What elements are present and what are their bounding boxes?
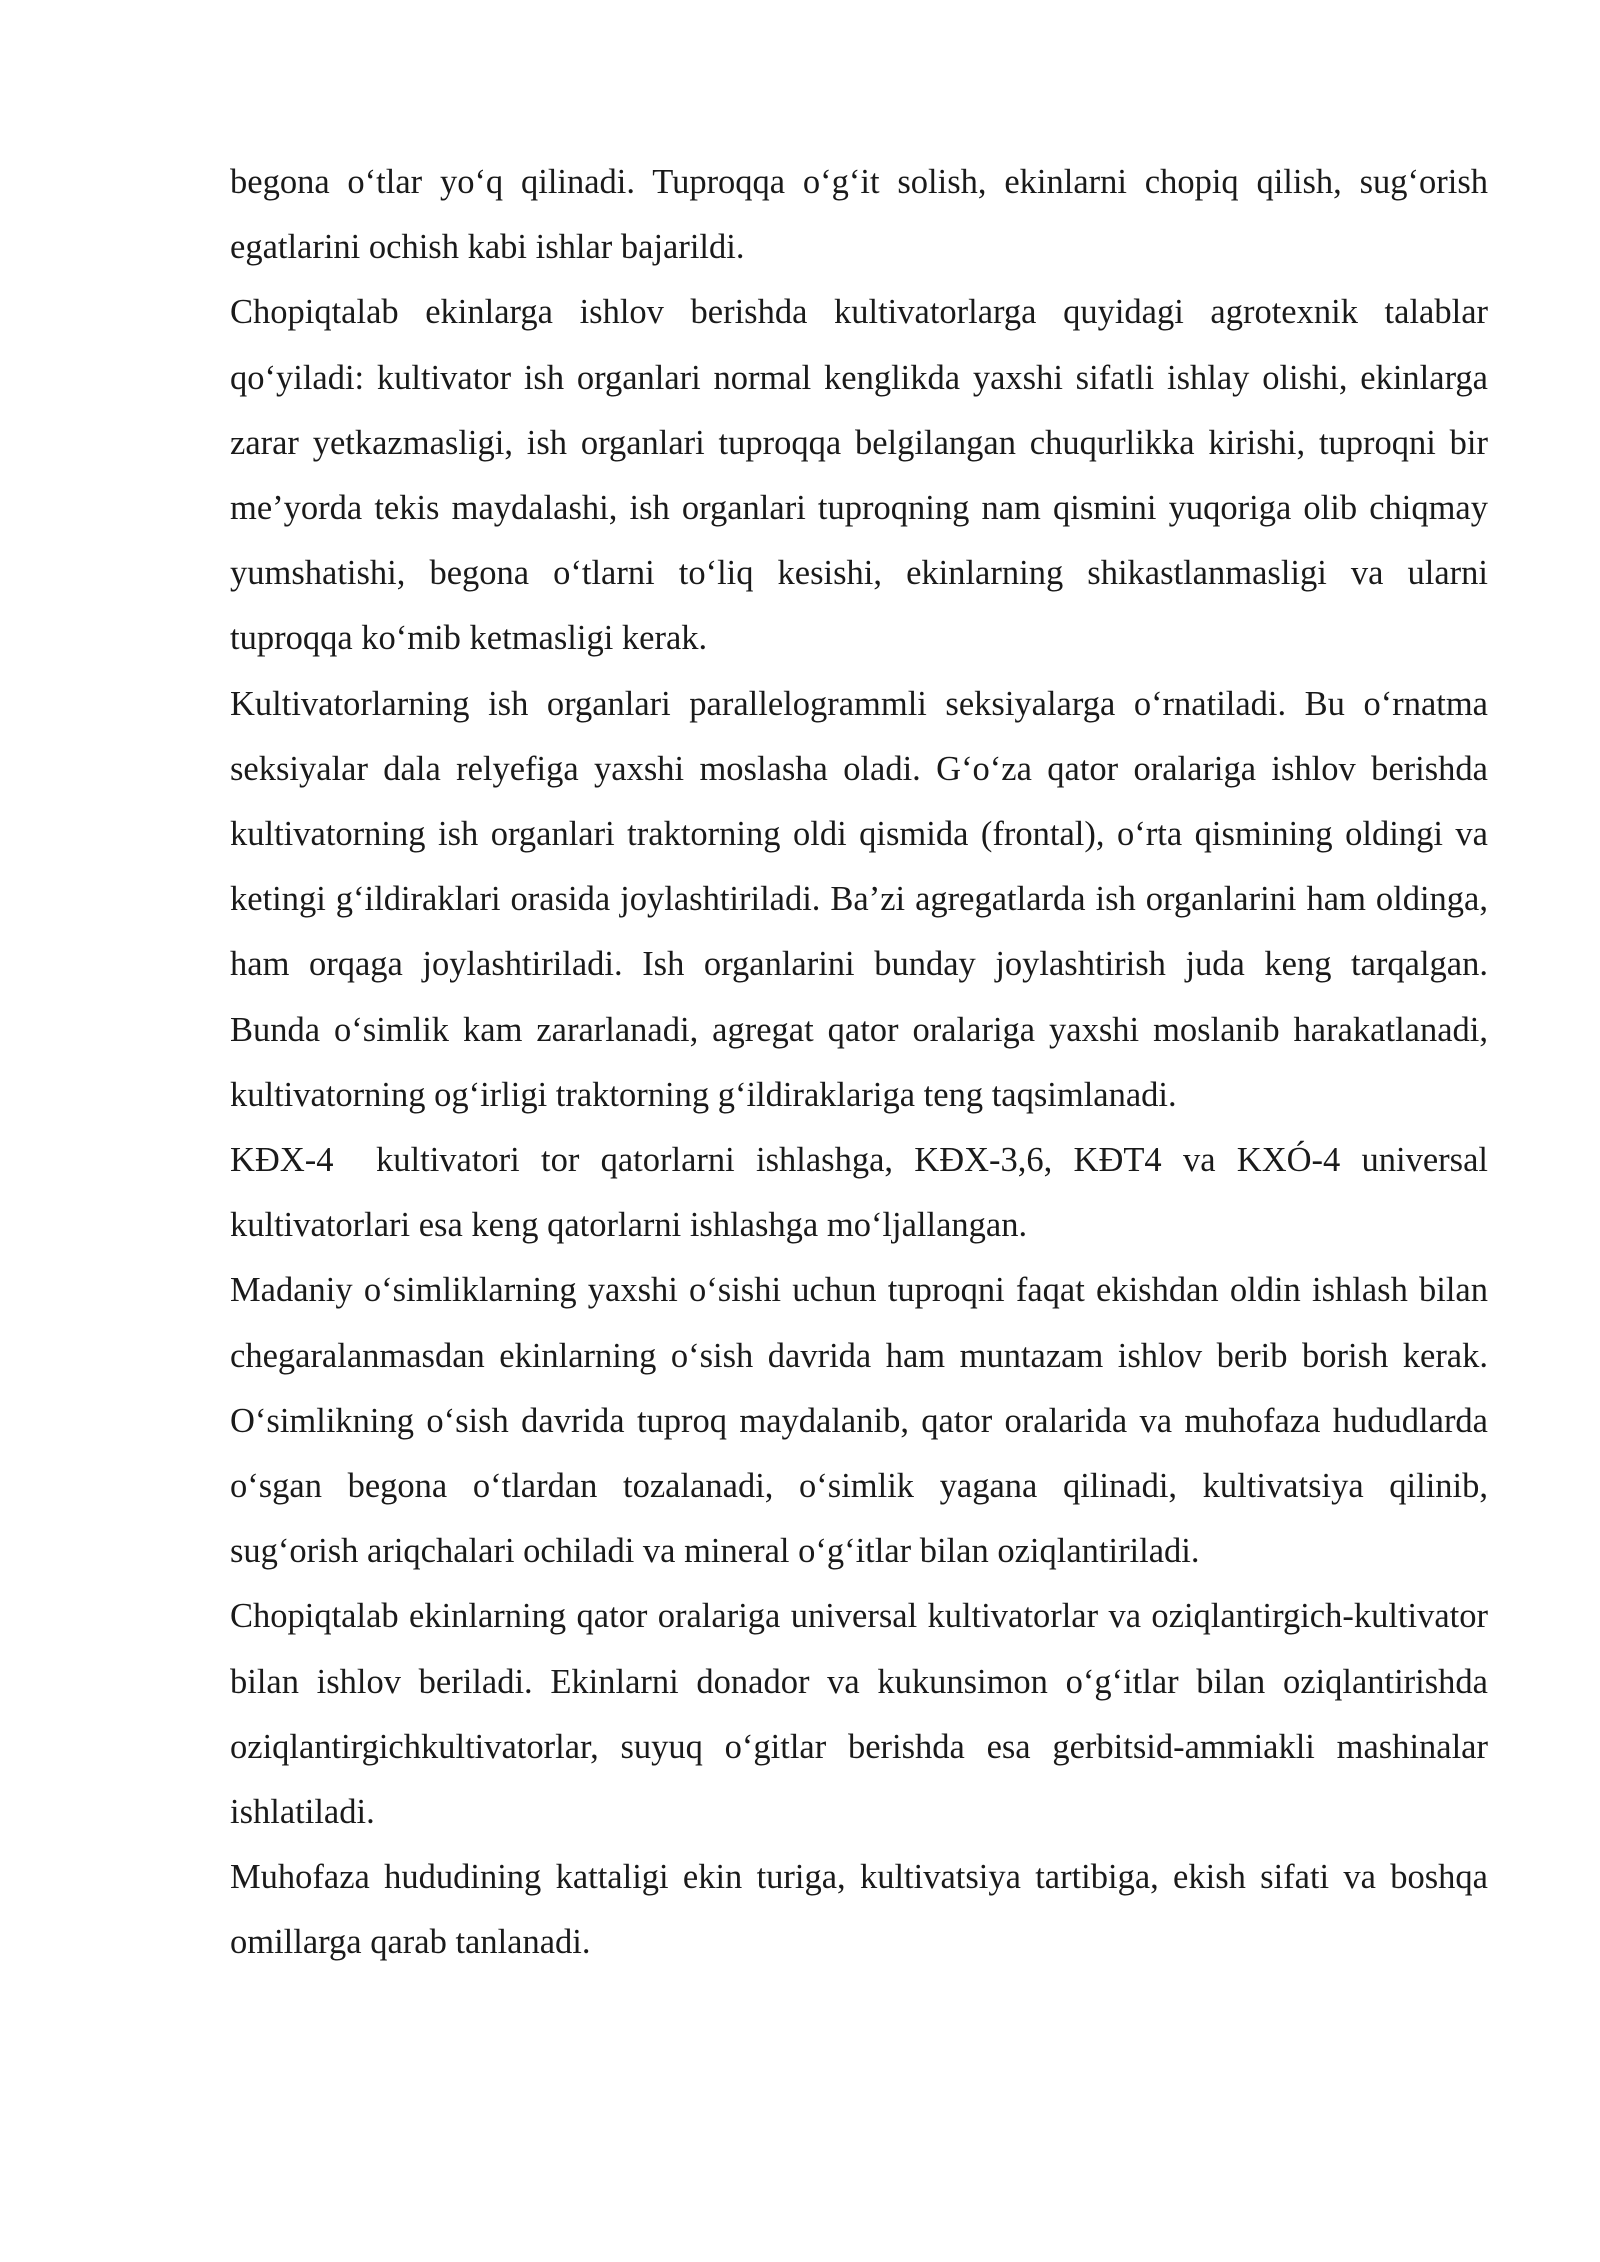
paragraph-1: begona o‘tlar yo‘q qilinadi. Tuproqqa o‘g‘it solish, ekinlarni chopiq qilish, sug‘orish egatlarini ochish kabi ishlar bajarildi. [230,163,1488,267]
paragraph-7: Muhofaza hududining kattaligi ekin turiga, kultivatsiya tartibiga, ekish sifati va boshqa omillarga qarab tanlanadi. [230,1858,1488,1962]
paragraph-3: Kultivatorlarning ish organlari parallelogrammli seksiyalarga o‘rnatiladi. Bu o‘rnatma seksiyalar dala relyefiga yaxshi moslasha oladi. G‘o‘za qator oralariga ishlov berishda kultivatorning ish organlari traktorning oldi qismida (frontal), o‘rta qismining oldingi va ketingi g‘ildiraklari orasida joylashtiriladi. Ba’zi agregatlarda ish organlarini ham oldinga, ham orqaga joylashtiriladi. Ish organlarini bunday joylashtirish juda keng tarqalgan. Bunda o‘simlik kam zararlanadi, agregat qator oralariga yaxshi moslanib harakatlanadi, kultivatorning og‘irligi traktorning g‘ildiraklariga teng taqsimlanadi. [230,684,1488,1114]
paragraph-6: Chopiqtalab ekinlarning qator oralariga universal kultivatorlar va oziqlantirgich-kultivator bilan ishlov beriladi. Ekinlarni donador va kukunsimon o‘g‘itlar bilan oziqlantirishda oziqlantirgichkultivatorlar, suyuq o‘gitlar berishda esa gerbitsid-ammiakli mashinalar ishlatiladi. [230,1597,1506,1832]
body-text [230,150,1506,1976]
paragraph-5: Madaniy o‘simliklarning yaxshi o‘sishi uchun tuproqni faqat ekishdan oldin ishlash bilan chegaralanmasdan ekinlarning o‘sish davrida ham muntazam ishlov berib borish kerak. O‘simlikning o‘sish davrida tuproq maydalanib, qator oralarida va muhofaza hududlarda o‘sgan begona o‘tlardan tozalanadi, o‘simlik yagana qilinadi, kultivatsiya qilinib, sug‘orish ariqchalari ochiladi va mineral o‘g‘itlar bilan oziqlantiriladi. [230,1271,1488,1571]
paragraph-4: KĐX-4 kultivatori tor qatorlarni ishlashga, KĐX-3,6, KĐT4 va KXÓ-4 universal kultivatorlari esa keng qatorlarni ishlashga mo‘ljallangan. [230,1141,1497,1245]
paragraph-2: Chopiqtalab ekinlarga ishlov berishda kultivatorlarga quyidagi agrotexnik talablar qo‘yiladi: kultivator ish organlari normal kenglikda yaxshi sifatli ishlay olishi, ekinlarga zarar yetkazmasligi, ish organlari tuproqqa belgilangan chuqurlikka kirishi, tuproqni bir me’yorda tekis maydalashi, ish organlari tuproqning nam qismini yuqoriga olib chiqmay yumshatishi, begona o‘tlarni to‘liq kesishi, ekinlarning shikastlanmasligi va ularni tuproqqa ko‘mib ketmasligi kerak. [230,293,1488,658]
